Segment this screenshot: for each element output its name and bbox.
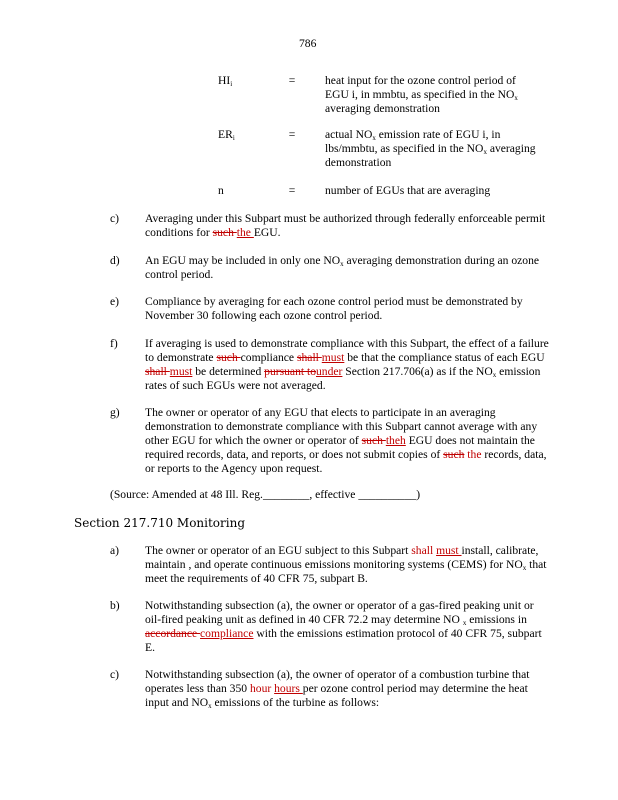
def-eq-n: = [288,184,296,197]
def-eq-er: = [288,128,296,141]
para-c-label: c) [110,212,120,225]
para-g-text: The owner or operator of any EGU that elects to participate in an averaging demonstration to demonstrate compliance with this Subpart cannot average with any other EGU for which the owner or operator of such theh EGU does not maintain the required records, data, and reports, or does not submit copies of such the records, data, or reports to the Agency upon request. [145,406,547,475]
para-e-label: e) [110,295,120,308]
mon-c-label: c) [110,668,120,681]
def-var-er: $ER_i$ [218,128,235,142]
mon-a-label: a) [110,544,120,557]
def-var-n: n [218,184,224,197]
para-f-label: f) [110,337,118,350]
def-text-n: number of EGUs that are averaging [325,184,491,197]
page-number: 786 [299,37,317,50]
mon-b-text: Notwithstanding subsection (a), the owner or operator of a gas-fired peaking unit or oil-fired peaking unit as defined in 40 CFR 72.2 may determine NO $_x$ emissions in accordance compliance with the emissions estimation protocol of 40 CFR 75, subpart E. [145,599,542,654]
para-c-text: Averaging under this Subpart must be authorized through federally enforceable permit conditions for such the EGU. [145,212,546,239]
para-d-label: d) [110,254,120,267]
mon-c-text: Notwithstanding subsection (a), the owner of operator of a combustion turbine that operates less than 350 hour hours per ozone control period may determine the heat input and $NO_x$ emissions of the turbine as follows: [145,668,530,710]
mon-a-text: The owner or operator of an EGU subject to this Subpart shall must install, calibrate, maintain , and operate continuous emissions monitoring systems (CEMS) for $NO_x$ that meet the requirements of 40 CFR 75, subpart B. [145,544,547,585]
source-note: (Source: Amended at 48 Ill. Reg.________, effective __________) [110,488,421,501]
def-eq-hi: = [288,74,296,87]
def-text-hi: heat input for the ozone control period of EGU i, in mmbtu, as specified in the $NO_x$ averaging demonstration [325,74,518,115]
para-f-text: If averaging is used to demonstrate compliance with this Subpart, the effect of a failure to demonstrate such compliance shall must be that the compliance status of each EGU shall must be determined pursuant tounder Section 217.706(a) as if the $NO_x$ emission rates of such EGUs were not averaged. [145,337,549,392]
section-heading: Section 217.710 Monitoring [74,516,246,530]
def-text-er: actual $NO_x$ emission rate of EGU i, in lbs/mmbtu, as specified in the $NO_x$ averaging demonstration [325,128,536,169]
def-var-hi: $HI_i$ [218,74,233,88]
para-e-text: Compliance by averaging for each ozone control period must be demonstrated by November 30 following each ozone control period. [145,295,523,322]
para-g-label: g) [110,406,120,419]
mon-b-label: b) [110,599,120,612]
para-d-text: An EGU may be included in only one $NO_x$ averaging demonstration during an ozone control period. [145,254,540,281]
